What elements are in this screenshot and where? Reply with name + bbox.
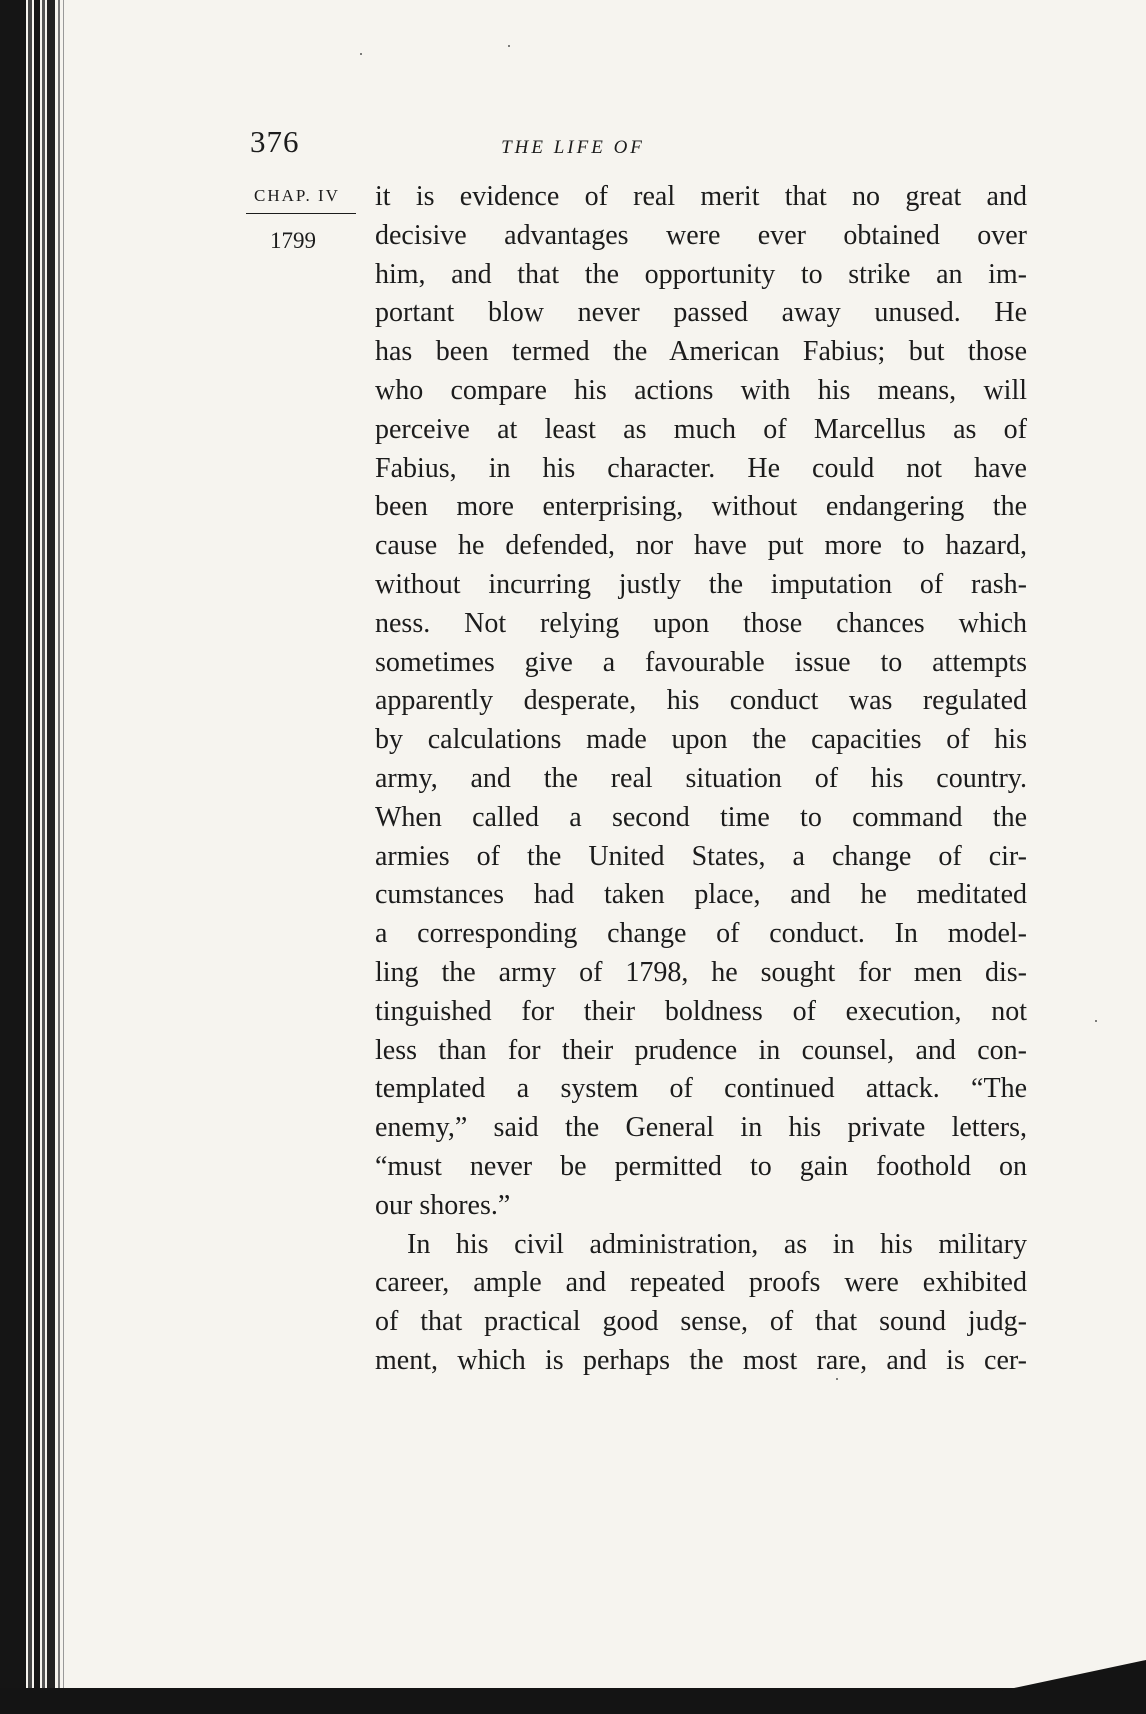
page-bottom-edge: [0, 1676, 1146, 1714]
text-line: of that practical good sense, of that sound judg-: [375, 1306, 1027, 1338]
text-line: In his civil administration, as in his military: [407, 1228, 1027, 1260]
text-line: ness. Not relying upon those chances which: [375, 607, 1027, 639]
margin-year: 1799: [270, 228, 316, 253]
text-line: armies of the United States, a change of cir-: [375, 840, 1027, 872]
text-line: our shores.”: [375, 1189, 511, 1221]
text-line: templated a system of continued attack. “The: [375, 1073, 1027, 1105]
page-number: 376: [250, 124, 300, 159]
spine-strip: [58, 0, 60, 1714]
bottom-edge-shadow: [0, 1688, 1146, 1714]
text-line: without incurring justly the imputation of rash-: [375, 568, 1027, 600]
running-head: THE LIFE OF: [501, 137, 645, 158]
text-line: army, and the real situation of his country.: [375, 762, 1027, 794]
spine-strip: [28, 0, 32, 1714]
text-line: who compare his actions with his means, will: [375, 374, 1027, 406]
text-line: career, ample and repeated proofs were exhibited: [375, 1267, 1027, 1299]
text-line: been more enterprising, without endangering the: [375, 491, 1027, 523]
text-line: ling the army of 1798, he sought for men dis-: [375, 956, 1027, 988]
body-text: [375, 178, 1027, 1381]
spine-strip: [63, 0, 64, 1714]
bottom-edge-corner: [986, 1660, 1146, 1694]
margin-chapter-label: CHAP. IV: [254, 186, 340, 205]
text-line: has been termed the American Fabius; but those: [375, 336, 1027, 368]
spine-strip: [34, 0, 40, 1714]
text-line: perceive at least as much of Marcellus as of: [375, 413, 1027, 445]
text-line: “must never be permitted to gain foothold on: [375, 1150, 1027, 1182]
text-line: tinguished for their boldness of execution, not: [375, 995, 1027, 1027]
text-line: sometimes give a favourable issue to attempts: [375, 646, 1027, 678]
scan-speck: [1095, 1020, 1097, 1022]
text-line: cause he defended, nor have put more to hazard,: [375, 530, 1027, 562]
text-line: by calculations made upon the capacities of his: [375, 724, 1027, 756]
text-line: When called a second time to command the: [375, 801, 1027, 833]
scan-speck: [508, 45, 510, 47]
spine-strip: [47, 0, 55, 1714]
text-line: less than for their prudence in counsel, and con-: [375, 1034, 1027, 1066]
scan-speck: [360, 53, 362, 55]
text-line: it is evidence of real merit that no great and: [375, 181, 1027, 212]
text-line: enemy,” said the General in his private letters,: [375, 1112, 1027, 1144]
text-line: decisive advantages were ever obtained over: [375, 219, 1027, 251]
spine-strip: [42, 0, 45, 1714]
text-line: apparently desperate, his conduct was regulated: [375, 685, 1027, 717]
book-spine-edge: [0, 0, 70, 1714]
text-line: a corresponding change of conduct. In model-: [375, 918, 1027, 950]
text-line: him, and that the opportunity to strike an im-: [375, 258, 1027, 290]
text-line: ment, which is perhaps the most rare, and is cer-: [375, 1344, 1027, 1376]
margin-rule: [246, 213, 356, 214]
text-line: portant blow never passed away unused. He: [375, 297, 1027, 329]
text-line: cumstances had taken place, and he meditated: [375, 879, 1027, 911]
text-line: Fabius, in his character. He could not have: [375, 452, 1027, 484]
spine-strip: [0, 0, 26, 1714]
